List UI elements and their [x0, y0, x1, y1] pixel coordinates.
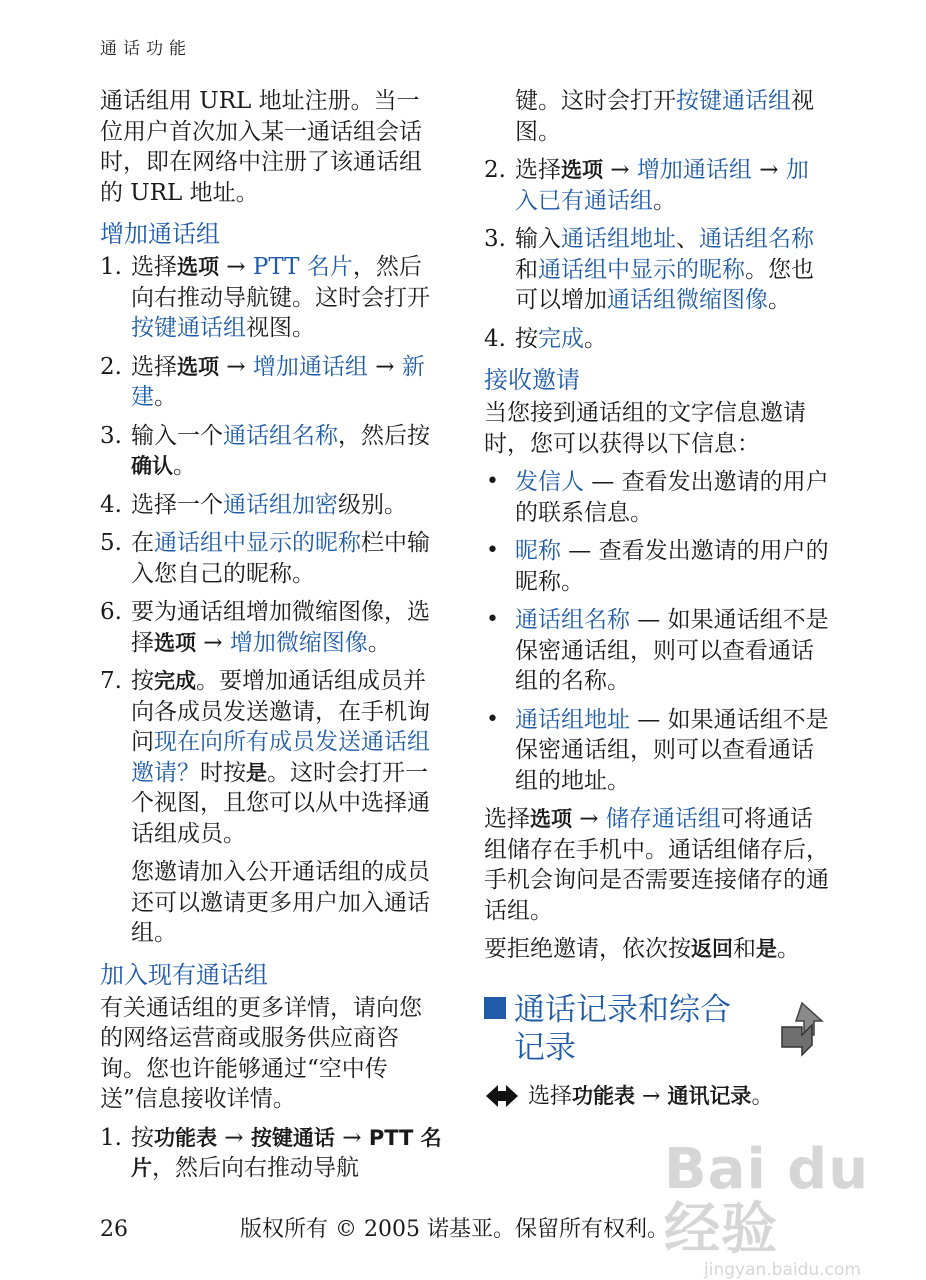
arrow: → [367, 353, 402, 380]
step-text: 和 [515, 256, 538, 283]
link-term: 按键通话组 [131, 315, 246, 341]
step-text: 在 [131, 530, 154, 556]
arrow: → [196, 629, 230, 656]
step-text: 键。这时会打开 [515, 88, 676, 114]
arrow: → [635, 1083, 668, 1109]
join-group-steps [100, 1123, 442, 1184]
step-item [100, 352, 442, 413]
join-group-steps-cont [484, 155, 830, 354]
bullet-icon: • [486, 607, 499, 632]
menu-term: PTT 名片 [131, 1125, 442, 1180]
step-text: 。要增加通话组成员并向各成员发送邀请，在手机询问 [131, 668, 430, 755]
step-number: 2. [484, 157, 506, 183]
menu-term: 选项 [561, 158, 603, 182]
link-term: PTT 名片 [252, 254, 353, 280]
link-term: 增加通话组 [636, 157, 752, 183]
link-term: 通话组加密 [223, 491, 338, 518]
arrow: → [572, 806, 606, 832]
step-text: 。 [751, 1083, 774, 1109]
step-item [100, 490, 442, 521]
menu-shortcut [484, 1081, 830, 1112]
running-header: 通话功能 [100, 39, 192, 59]
menu-term: 通讯记录 [667, 1083, 752, 1108]
step-item [100, 252, 442, 344]
watermark [664, 1137, 926, 1280]
step-text: 和 [733, 936, 756, 962]
step-text: 选择 [515, 157, 561, 183]
step-item [100, 597, 442, 658]
step-item [484, 224, 830, 316]
step-text: 视图。 [515, 88, 814, 145]
heading-join-group: 加入现有通话组 [100, 960, 268, 989]
section-title: 通话记录和综合记录 [514, 991, 731, 1066]
step-number: 5. [100, 530, 122, 556]
step-text: 。 [768, 287, 791, 313]
menu-term: 功能表 [572, 1083, 636, 1108]
step-text: 栏中输入您自己的昵称。 [131, 530, 430, 587]
menu-term: 选项 [177, 255, 219, 279]
step-item [100, 421, 442, 482]
step-text: 要拒绝邀请，依次按 [484, 936, 691, 962]
link-term: 昵称 [515, 538, 561, 564]
link-term: 通话组微缩图像 [607, 287, 768, 313]
arrow: → [334, 1124, 369, 1151]
step-text: 可将通话组储存在手机中。通话组储存后，手机会询问是否需要连接储存的通话组。 [484, 806, 829, 924]
step-text: 选择一个 [131, 491, 223, 518]
step-text: 输入 [515, 226, 561, 252]
list-item [484, 536, 830, 597]
step-text: 要为通话组增加微缩图像，选择 [131, 599, 430, 656]
step-text: 选择 [131, 353, 177, 380]
step-continuation [484, 86, 830, 147]
link-term: 增加通话组 [252, 353, 368, 380]
receive-paragraph: 当您接到通话组的文字信息邀请时，您可以获得以下信息： [484, 400, 806, 457]
link-term: 增加微缩图像 [229, 629, 368, 656]
heading-square-icon [484, 997, 506, 1019]
step-number: 6. [100, 599, 122, 625]
arrow: → [217, 1124, 251, 1151]
step-text: 按 [131, 1124, 154, 1151]
left-column [100, 86, 442, 1192]
step-text: 。 [154, 384, 177, 410]
step-item [100, 1123, 442, 1184]
watermark-url: jingyan.baidu.com [704, 1260, 861, 1280]
item-description: — 查看发出邀请的用户的联系信息。 [515, 469, 829, 526]
step-text: 。 [584, 325, 607, 352]
page-number: 26 [100, 1217, 128, 1242]
step-note: 您邀请加入公开通话组的成员还可以邀请更多用户加入通话组。 [131, 859, 430, 946]
link-term: 新建 [131, 353, 425, 410]
link-term: 加入已有通话组 [515, 157, 809, 214]
step-text: 、 [676, 226, 699, 252]
heading-receive-invite: 接收邀请 [484, 366, 580, 394]
step-text: 。这时会打开一个视图，且您可以从中选择通话组成员。 [131, 759, 430, 847]
call-log-icon [776, 1001, 830, 1061]
heading-add-group: 增加通话组 [100, 220, 220, 248]
link-term: 按键通话组 [676, 88, 791, 114]
step-text: 选择 [131, 254, 177, 280]
step-item [484, 155, 830, 216]
step-item [100, 528, 442, 589]
link-term: 通话组中显示的昵称 [154, 530, 361, 556]
link-term: 通话组名称 [515, 607, 630, 633]
join-paragraph: 有关通话组的更多详情，请向您的网络运营商或服务供应商咨询。您也许能够通过“空中传送”信息接收详情。 [100, 994, 422, 1112]
link-term: 发信人 [515, 469, 584, 495]
menu-term: 完成 [154, 669, 196, 693]
step-text: 输入一个 [131, 422, 223, 449]
menu-term: 选项 [177, 354, 219, 379]
step-text: 时按 [200, 759, 246, 786]
menu-term: 选项 [154, 630, 196, 655]
menu-term: 返回 [691, 937, 733, 961]
menu-term: 确认 [131, 454, 173, 478]
link-term: 通话组地址 [515, 706, 630, 733]
copyright-notice: 版权所有 © 2005 诺基亚。保留所有权利。 [240, 1217, 669, 1242]
step-item [100, 666, 442, 849]
list-item [484, 467, 830, 528]
bullet-icon: • [486, 469, 499, 494]
menu-term: 功能表 [154, 1125, 217, 1150]
step-number: 3. [484, 226, 506, 252]
list-item [484, 705, 830, 797]
step-text: 。 [173, 453, 196, 479]
link-term: 储存通话组 [605, 806, 721, 832]
step-text: 按 [131, 668, 154, 694]
arrow: → [603, 157, 637, 183]
step-number: 3. [100, 422, 122, 449]
link-term: 完成 [538, 325, 584, 352]
menu-term: 是 [246, 760, 267, 785]
link-term: 通话组中显示的昵称 [538, 256, 745, 283]
step-item [484, 324, 830, 355]
step-text: ，然后向右推动导航键。这时会打开 [131, 254, 430, 311]
item-description: — 如果通话组不是保密通话组，则可以查看通话组的名称。 [515, 607, 829, 694]
step-text: 。您也可以增加 [515, 256, 814, 313]
step-text: ，然后按 [338, 422, 430, 449]
item-description: — 如果通话组不是保密通话组，则可以查看通话组的地址。 [515, 706, 829, 794]
step-number: 2. [100, 353, 122, 380]
add-group-steps [100, 252, 442, 849]
step-number: 7. [100, 668, 122, 694]
menu-term: 是 [756, 937, 777, 961]
intro-paragraph: 通话组用 URL 地址注册。当一位用户首次加入某一通话组会话时，即在网络中注册了该通话组的 URL 地址。 [100, 88, 422, 206]
step-text: 按 [515, 325, 538, 352]
right-column [484, 86, 830, 1112]
shortcut-arrow-icon [484, 1083, 520, 1109]
step-text: 级别。 [338, 491, 407, 518]
step-number: 4. [484, 325, 506, 352]
menu-term: 选项 [530, 807, 572, 831]
link-term: 通话组名称 [223, 422, 338, 449]
reject-paragraph [484, 934, 830, 965]
save-paragraph [484, 804, 830, 926]
item-description: — 查看发出邀请的用户的昵称。 [515, 538, 829, 595]
arrow: → [751, 157, 786, 183]
step-text: 选择 [484, 806, 530, 832]
step-text: 选择 [528, 1083, 573, 1109]
step-text: 视图。 [246, 315, 315, 341]
bullet-icon: • [486, 706, 499, 732]
section-heading-call-log [484, 991, 830, 1067]
invite-info-list [484, 467, 830, 796]
menu-term: 按键通话 [250, 1125, 335, 1150]
arrow: → [219, 353, 253, 380]
link-term: 通话组地址 [561, 226, 676, 252]
arrow: → [219, 254, 253, 280]
bullet-icon: • [486, 538, 499, 563]
step-text: 。 [777, 936, 800, 962]
step-number: 1. [100, 254, 122, 280]
step-number: 1. [100, 1124, 122, 1151]
watermark-brand: Bai du 经验 [664, 1137, 870, 1262]
step-text: ，然后向右推动导航 [152, 1155, 359, 1181]
link-term: 现在向所有成员发送通话组邀请？ [131, 729, 430, 786]
link-term: 通话组名称 [699, 226, 814, 252]
step-text: 。 [653, 187, 676, 214]
step-number: 4. [100, 491, 122, 518]
list-item [484, 605, 830, 697]
step-text: 。 [367, 629, 391, 656]
